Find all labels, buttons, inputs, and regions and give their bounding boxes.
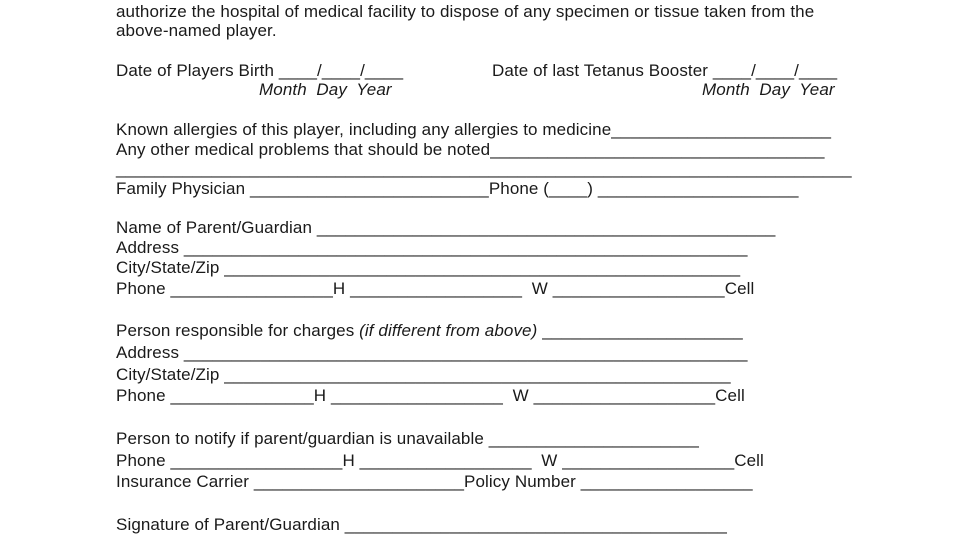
notify-phone-field[interactable]: Phone __________________H __________________ W __________________Cell — [116, 451, 764, 470]
responsible-label: Person responsible for charges — [116, 321, 360, 340]
parent-phone-field[interactable]: Phone _________________H __________________ W __________________Cell — [116, 279, 755, 298]
parent-name-field[interactable]: Name of Parent/Guardian ________________________________________________ — [116, 218, 776, 237]
responsible-note: (if different from above) — [359, 321, 538, 340]
responsible-city-field[interactable]: City/State/Zip _____________________________________________________ — [116, 365, 731, 384]
family-physician-field[interactable]: Family Physician _________________________Phone (____) _____________________ — [116, 179, 799, 198]
birth-date-field[interactable]: Date of Players Birth ____/____/____ — [116, 61, 404, 80]
signature-field[interactable]: Signature of Parent/Guardian ________________________________________ — [116, 515, 727, 534]
intro-line-2: above-named player. — [116, 21, 277, 40]
parent-city-field[interactable]: City/State/Zip ______________________________________________________ — [116, 258, 741, 277]
intro-line-1: authorize the hospital of medical facility to dispose of any specimen or tissue taken from the — [116, 2, 815, 21]
medical-problems-field[interactable]: Any other medical problems that should be noted___________________________________ — [116, 140, 825, 159]
medical-problems-extra-line[interactable]: _____________________________________________________________________________ — [116, 159, 852, 178]
birth-date-subtitle: Month Day Year — [259, 80, 392, 99]
responsible-line: _____________________ — [537, 321, 743, 340]
allergies-field[interactable]: Known allergies of this player, including any allergies to medicine_______________________ — [116, 120, 832, 139]
notify-person-field[interactable]: Person to notify if parent/guardian is unavailable ______________________ — [116, 429, 699, 448]
responsible-address-field[interactable]: Address ___________________________________________________________ — [116, 343, 748, 362]
parent-address-field[interactable]: Address ___________________________________________________________ — [116, 238, 748, 257]
insurance-field[interactable]: Insurance Carrier ______________________Policy Number __________________ — [116, 472, 753, 491]
responsible-party-field[interactable] — [116, 321, 743, 341]
tetanus-date-subtitle: Month Day Year — [702, 80, 835, 99]
responsible-phone-field[interactable]: Phone _______________H __________________ W ___________________Cell — [116, 386, 745, 405]
tetanus-date-field[interactable]: Date of last Tetanus Booster ____/____/____ — [492, 61, 838, 80]
